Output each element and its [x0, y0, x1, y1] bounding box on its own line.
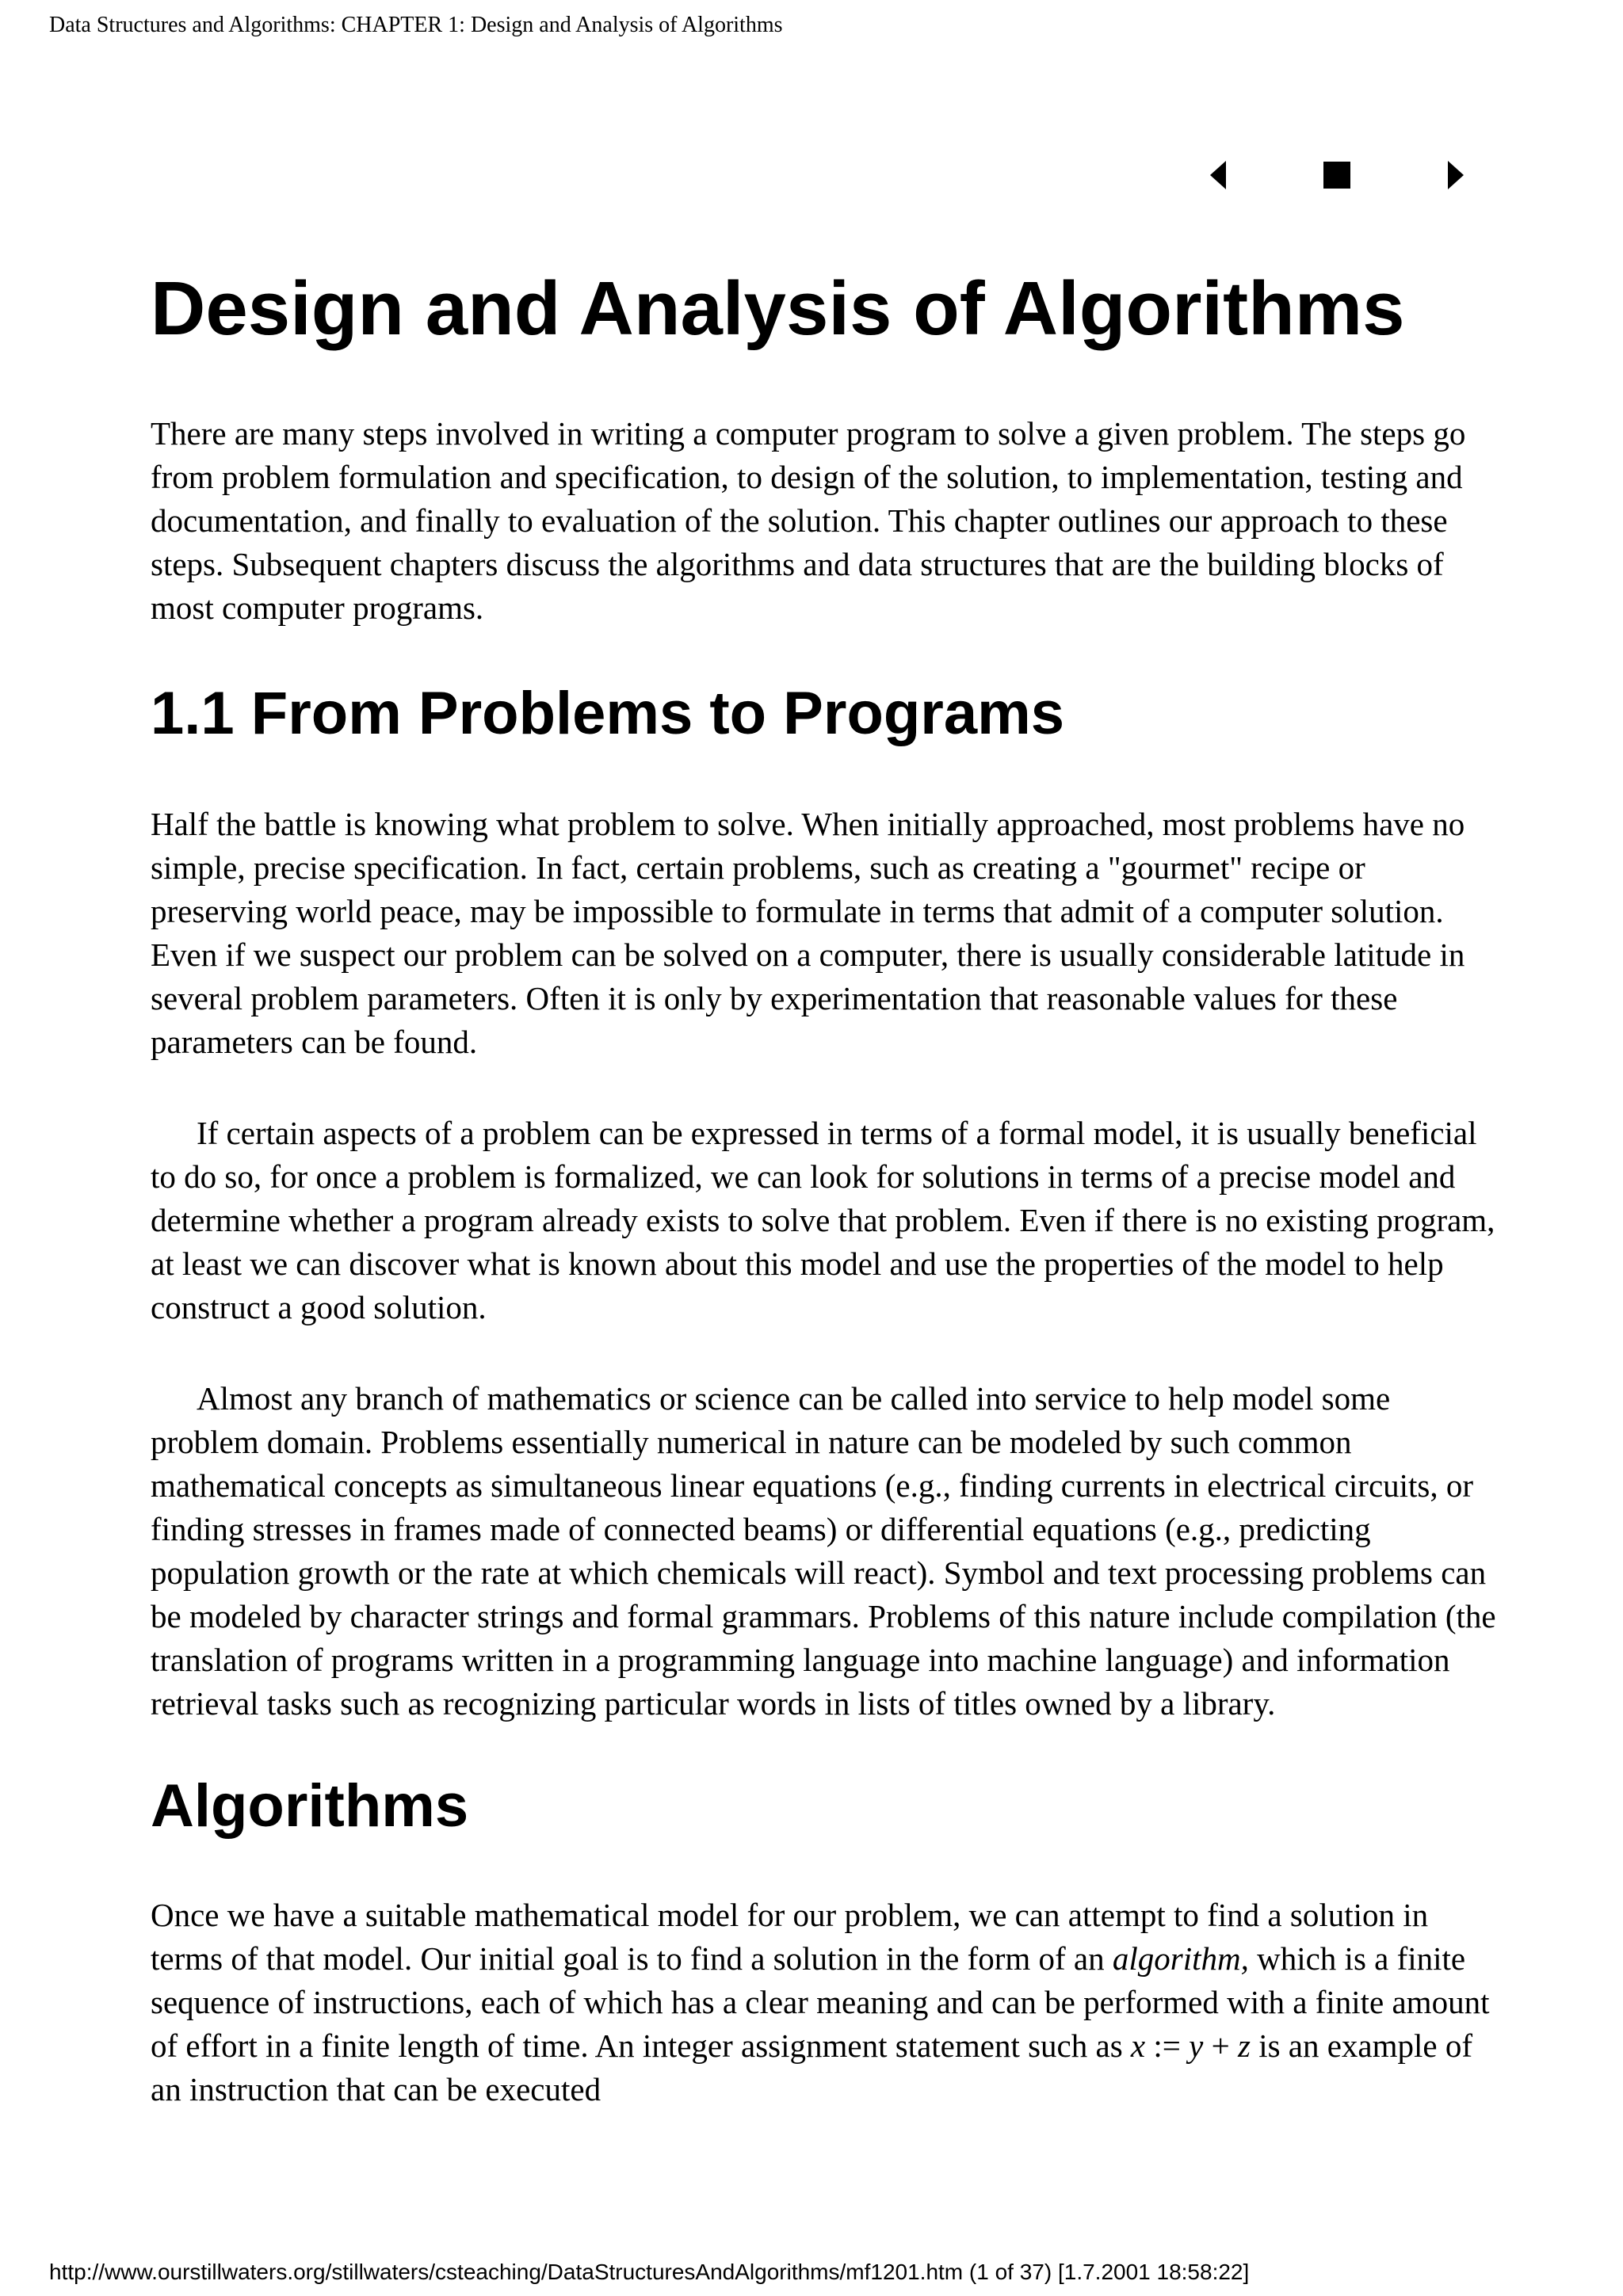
navigation-bar — [1189, 158, 1490, 192]
paragraph: If certain aspects of a problem can be expressed in terms of a formal model, it is usually beneficial to do so, for once a problem is formalized, we can look for solutions in terms of a precise model and determine whether a program already exists to solve that problem. Even if there is no existing program, at least we can discover what is known about this model and use the properties of the model to help construct a good solution. — [151, 1115, 1495, 1325]
text-run: is an example of an instruction that can be executed — [151, 2027, 1473, 2107]
math-variable: z — [1237, 2027, 1251, 2064]
paragraph: Almost any branch of mathematics or science can be called into service to help model some problem domain. Problems essentially numerical in nature can be modeled by such common mathematical concepts as simultaneous linear equations (e.g., finding currents in electrical circuits, or finding stresses in frames made of connected beams) or differential equations (e.g., predicting population growth or the rate at which chemicals will react). Symbol and text processing problems can be modeled by character strings and formal grammars. Problems of this nature include compilation (the translation of programs written in a programming language into machine language) and information retrieval tasks such as recognizing particular words in lists of titles owned by a library. — [151, 1380, 1496, 1722]
text-run: which is a finite sequence of instructions, each of which has a clear meaning and can be performed with a finite amount of effort in a finite length of time. An integer assignment statement such as — [151, 1940, 1490, 2064]
math-variable: y — [1189, 2027, 1204, 2064]
print-header: Data Structures and Algorithms: CHAPTER 1: Design and Analysis of Algorithms — [49, 13, 783, 37]
page-content — [151, 261, 1498, 2111]
contents-button[interactable] — [1320, 158, 1354, 192]
algorithms-paragraph — [151, 1894, 1498, 2111]
previous-page-button[interactable] — [1201, 158, 1235, 192]
triangle-right-icon — [1448, 161, 1464, 189]
triangle-left-icon — [1210, 161, 1226, 189]
section-heading-algorithms: Algorithms — [151, 1772, 469, 1840]
section-heading-problems-to-programs: 1.1 From Problems to Programs — [151, 680, 1064, 747]
math-operator: + — [1203, 2027, 1238, 2064]
square-stop-icon — [1323, 162, 1350, 189]
italic-term: algorithm, — [1112, 1940, 1249, 1977]
print-footer-url: http://www.ourstillwaters.org/stillwaters/csteaching/DataStructuresAndAlgorithms/mf1201.htm (1 of 37) [1.7.2001 18:58:22] — [49, 2260, 1250, 2284]
math-variable: x — [1130, 2027, 1146, 2064]
page-title: Design and Analysis of Algorithms — [151, 266, 1405, 351]
paragraph: Half the battle is knowing what problem to solve. When initially approached, most problems have no simple, precise specification. In fact, certain problems, such as creating a "gourmet" recipe or preserving world peace, may be impossible to formulate in terms that admit of a computer solution. Even if we suspect our problem can be solved on a computer, there is usually considerable latitude in several problem parameters. Often it is only by experimentation that reasonable values for these parameters can be found. — [151, 806, 1465, 1060]
intro-paragraph: There are many steps involved in writing a computer program to solve a given problem. The steps go from problem formulation and specification, to design of the solution, to implementation, testing and documentation, and finally to evaluation of the solution. This chapter outlines our approach to these steps. Subsequent chapters discuss the algorithms and data structures that are the building blocks of most computer programs. — [151, 415, 1466, 626]
text-run: Once we have a suitable mathematical model for our problem, we can attempt to find a solution in terms of that model. Our initial goal is to find a solution in the form of an — [151, 1897, 1429, 1977]
next-page-button[interactable] — [1439, 158, 1472, 192]
math-operator: := — [1145, 2027, 1190, 2064]
